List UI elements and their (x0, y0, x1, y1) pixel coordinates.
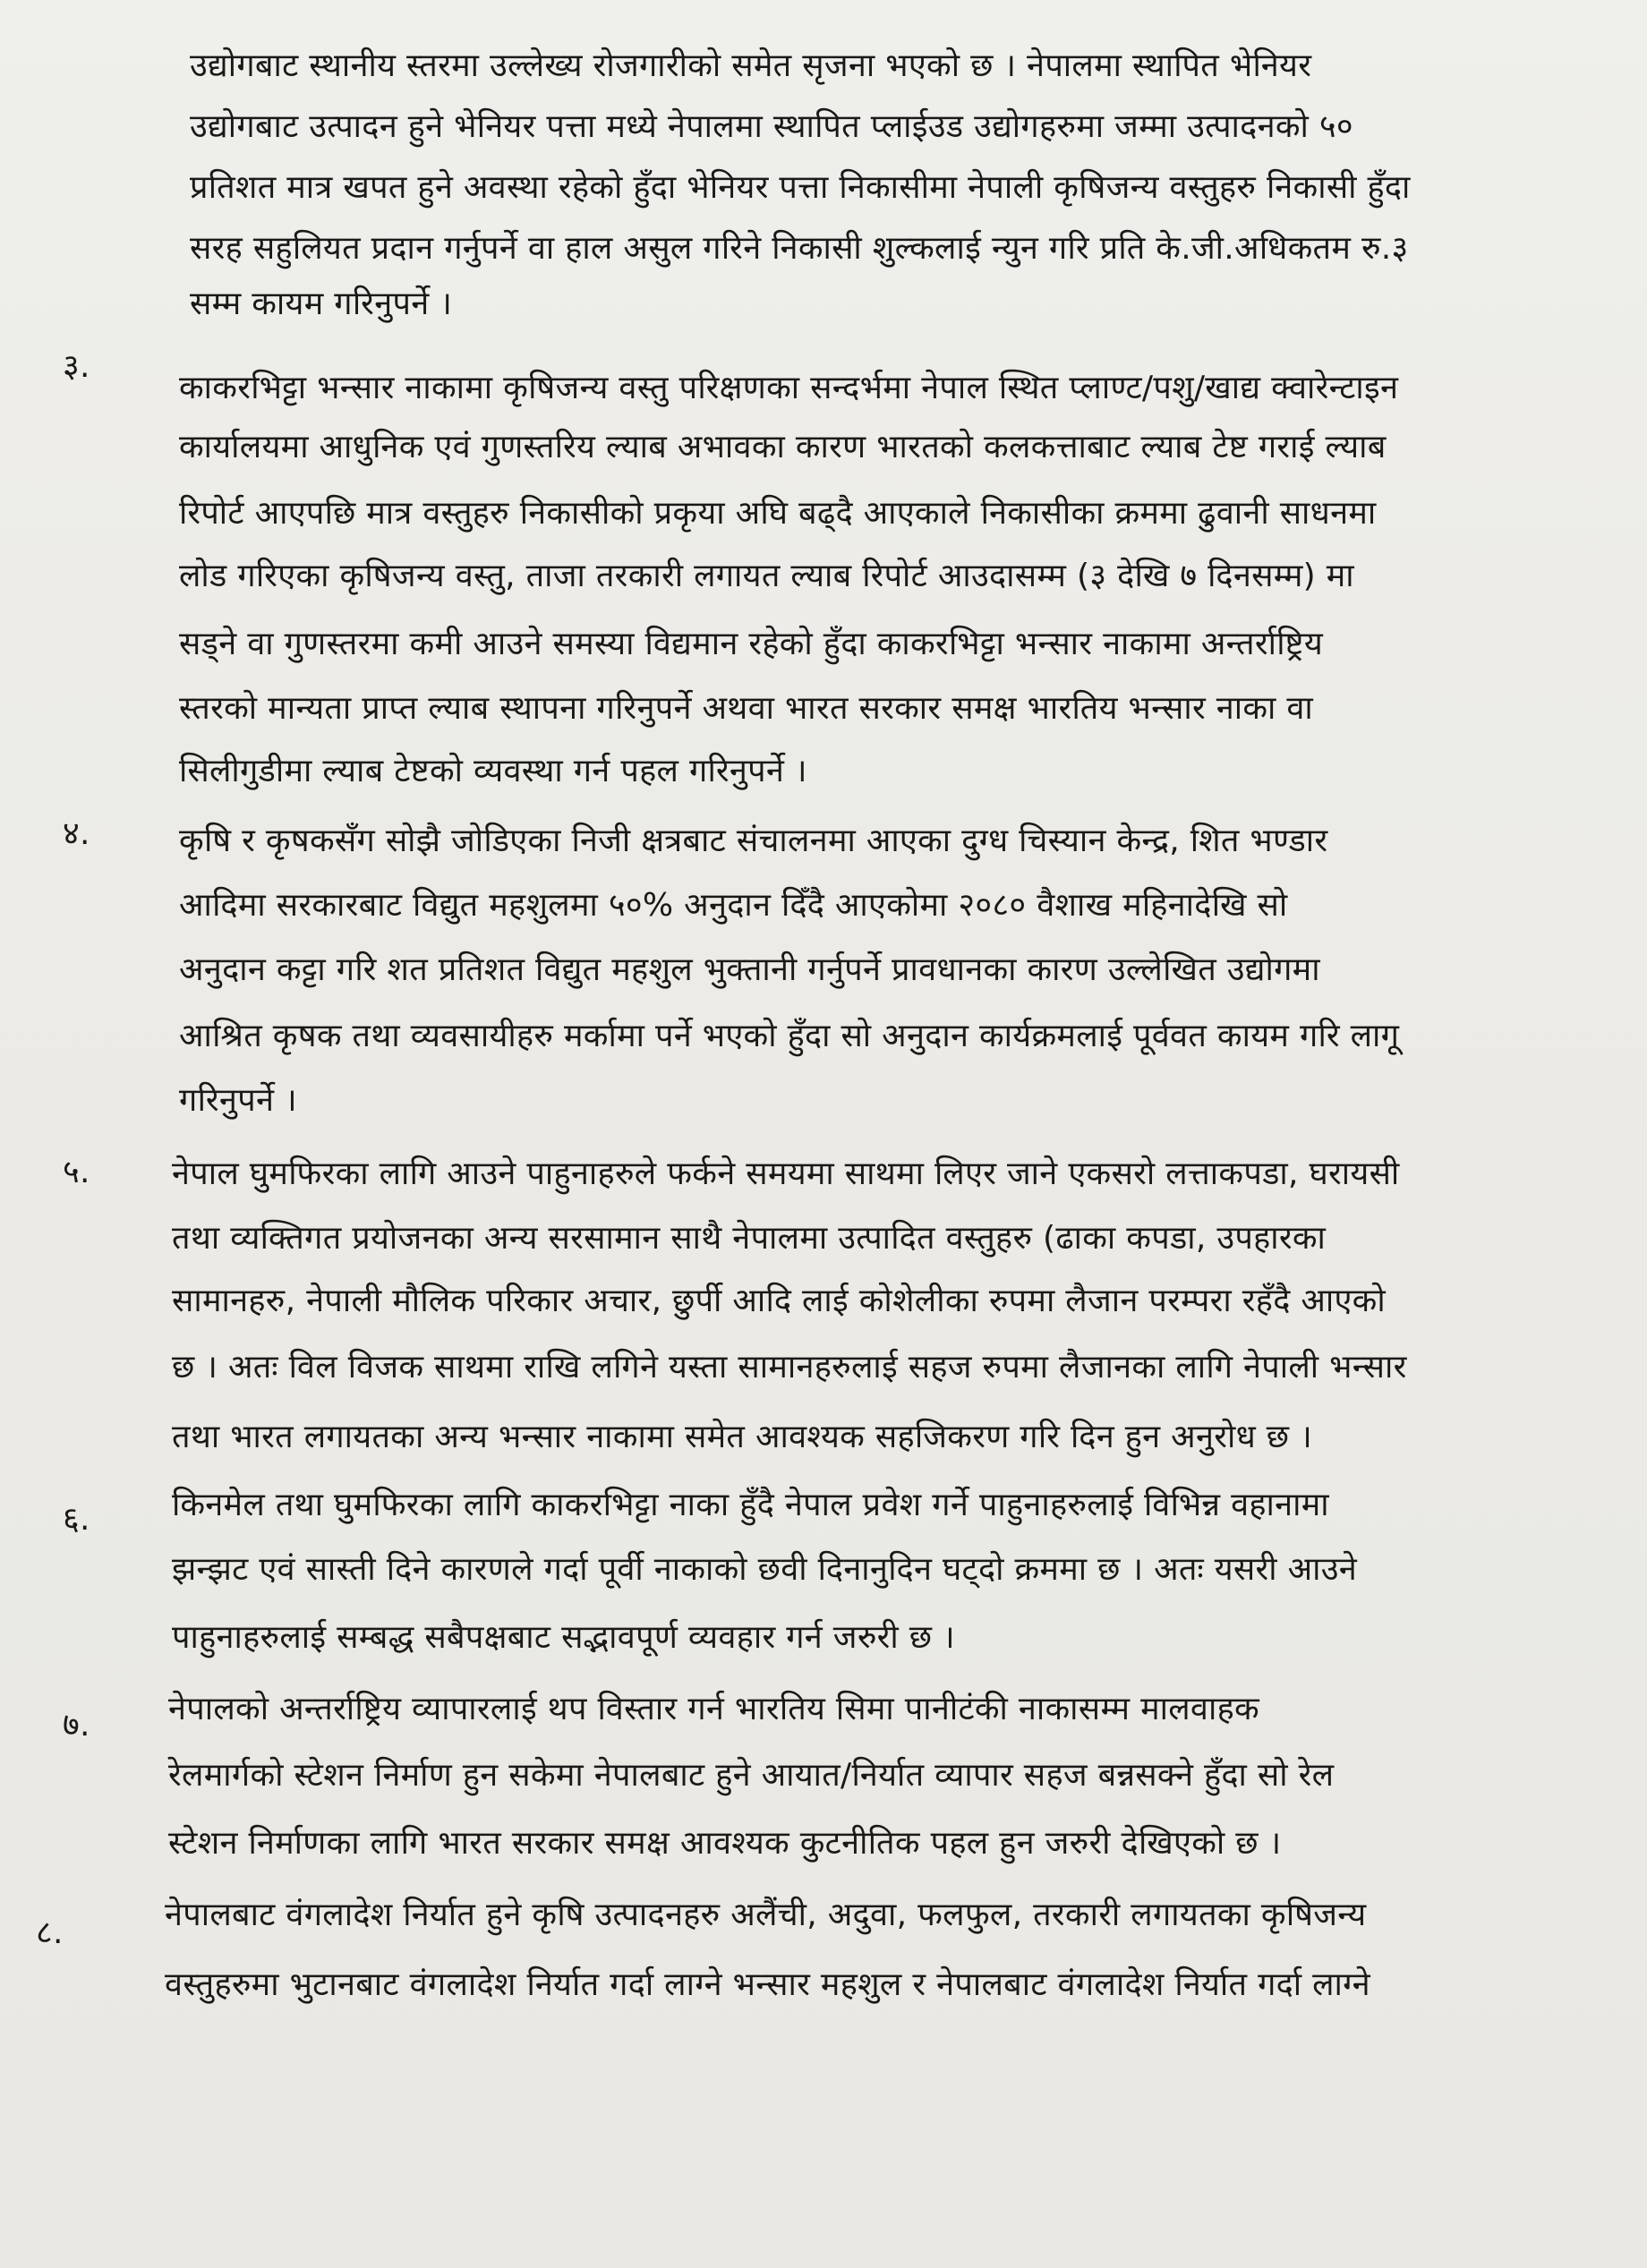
item-line: नेपालबाट वंगलादेश निर्यात हुने कृषि उत्पादनहरु अलैंची, अदुवा, फलफुल, तरकारी लगायतका कृषिजन्य (165, 1897, 1367, 1933)
item-line: नेपाल घुमफिरका लागि आउने पाहुनाहरुले फर्कने समयमा साथमा लिएर जाने एकसरो लत्ताकपडा, घरायसी (172, 1155, 1400, 1192)
item-line: सड्ने वा गुणस्तरमा कमी आउने समस्या विद्यमान रहेको हुँदा काकरभिट्टा भन्सार नाकामा अन्तर्राष्ट्रिय (179, 626, 1324, 662)
item-line: सिलीगुडीमा ल्याब टेष्टको व्यवस्था गर्न पहल गरिनुपर्ने । (179, 753, 807, 789)
intro-line-4: सरह सहुलियत प्रदान गर्नुपर्ने वा हाल असुल गरिने निकासी शुल्कलाई न्युन गरि प्रति के.जी.अधिकतम रु.३ (190, 230, 1409, 267)
item-line: छ । अतः विल विजक साथमा राखि लगिने यस्ता सामानहरुलाई सहज रुपमा लैजानका लागि नेपाली भन्सार (172, 1349, 1407, 1386)
item-line: तथा भारत लगायतका अन्य भन्सार नाकामा समेत आवश्यक सहजिकरण गरि दिन हुन अनुरोध छ । (172, 1419, 1313, 1455)
item-line: स्टेशन निर्माणका लागि भारत सरकार समक्ष आवश्यक कुटनीतिक पहल हुन जरुरी देखिएको छ । (168, 1825, 1282, 1862)
item-line: आदिमा सरकारबाट विद्युत महशुलमा ५०% अनुदान दिँदै आएकोमा २०८० वैशाख महिनादेखि सो (179, 887, 1288, 924)
item-line: कृषि र कृषकसँग सोझै जोडिएका निजी क्षत्रबाट संचालनमा आएका दुग्ध चिस्यान केन्द्र, शित भण्डार (179, 823, 1328, 859)
intro-line-2: उद्योगबाट उत्पादन हुने भेनियर पत्ता मध्ये नेपालमा स्थापित प्लाईउड उद्योगहरुमा जम्मा उत्पादनको ५० (190, 108, 1353, 145)
item-number: ३. (63, 348, 90, 385)
item-number: ४. (63, 815, 90, 852)
item-line: सामानहरु, नेपाली मौलिक परिकार अचार, छुर्पी आदि लाई कोशेलीका रुपमा लैजान परम्परा रहँदै आएको (172, 1283, 1386, 1319)
item-line: स्तरको मान्यता प्राप्त ल्याब स्थापना गरिनुपर्ने अथवा भारत सरकार समक्ष भारतिय भन्सार नाका वा (179, 690, 1314, 727)
item-line: आश्रित कृषक तथा व्यवसायीहरु मर्कामा पर्ने भएको हुँदा सो अनुदान कार्यक्रमलाई पूर्ववत कायम गरि लागू (179, 1018, 1400, 1054)
item-line: नेपालको अन्तर्राष्ट्रिय व्यापारलाई थप विस्तार गर्न भारतिय सिमा पानीटंकी नाकासम्म मालवाहक (168, 1691, 1259, 1727)
item-line: अनुदान कट्टा गरि शत प्रतिशत विद्युत महशुल भुक्तानी गर्नुपर्ने प्रावधानका कारण उल्लेखित उद्योगमा (179, 951, 1320, 988)
item-line: तथा व्यक्तिगत प्रयोजनका अन्य सरसामान साथै नेपालमा उत्पादित वस्तुहरु (ढाका कपडा, उपहारका (172, 1220, 1327, 1257)
intro-line-1: उद्योगबाट स्थानीय स्तरमा उल्लेख्य रोजगारीको समेत सृजना भएको छ । नेपालमा स्थापित भेनियर (190, 47, 1312, 84)
item-line: गरिनुपर्ने । (179, 1082, 297, 1119)
intro-line-5: सम्म कायम गरिनुपर्ने । (190, 286, 453, 322)
item-line: किनमेल तथा घुमफिरका लागि काकरभिट्टा नाका हुँदै नेपाल प्रवेश गर्ने पाहुनाहरुलाई विभिन्न वहानामा (172, 1487, 1329, 1523)
item-number: ६. (63, 1501, 90, 1538)
item-number: ५. (63, 1154, 90, 1190)
item-line: पाहुनाहरुलाई सम्बद्ध सबैपक्षबाट सद्भावपूर्ण व्यवहार गर्न जरुरी छ । (172, 1619, 955, 1656)
item-line: झन्झट एवं सास्ती दिने कारणले गर्दा पूर्वी नाकाको छवी दिनानुदिन घट्दो क्रममा छ । अतः यसरी आउने (172, 1551, 1358, 1588)
item-line: रेलमार्गको स्टेशन निर्माण हुन सकेमा नेपालबाट हुने आयात/निर्यात व्यापार सहज बन्नसक्ने हुँदा सो रेल (168, 1757, 1335, 1794)
item-line: लोड गरिएका कृषिजन्य वस्तु, ताजा तरकारी लगायत ल्याब रिपोर्ट आउदासम्म (३ देखि ७ दिनसम्म) मा (179, 558, 1354, 594)
item-line: काकरभिट्टा भन्सार नाकामा कृषिजन्य वस्तु परिक्षणका सन्दर्भमा नेपाल स्थित प्लाण्ट/पशु/खाद्य क्वारेन्टाइन (179, 370, 1399, 406)
item-line: वस्तुहरुमा भुटानबाट वंगलादेश निर्यात गर्दा लाग्ने भन्सार महशुल र नेपालबाट वंगलादेश निर्यात गर्दा लाग्ने (165, 1966, 1370, 2003)
item-number: ७. (63, 1707, 90, 1744)
item-number: ८. (36, 1914, 64, 1951)
intro-line-3: प्रतिशत मात्र खपत हुने अवस्था रहेको हुँदा भेनियर पत्ता निकासीमा नेपाली कृषिजन्य वस्तुहरु निकासी हुँदा (190, 169, 1411, 206)
item-line: रिपोर्ट आएपछि मात्र वस्तुहरु निकासीको प्रकृया अघि बढ्दै आएकाले निकासीका क्रममा ढुवानी साधनमा (179, 495, 1377, 532)
item-line: कार्यालयमा आधुनिक एवं गुणस्तरिय ल्याब अभावका कारण भारतको कलकत्ताबाट ल्याब टेष्ट गराई ल्याब (179, 429, 1387, 465)
